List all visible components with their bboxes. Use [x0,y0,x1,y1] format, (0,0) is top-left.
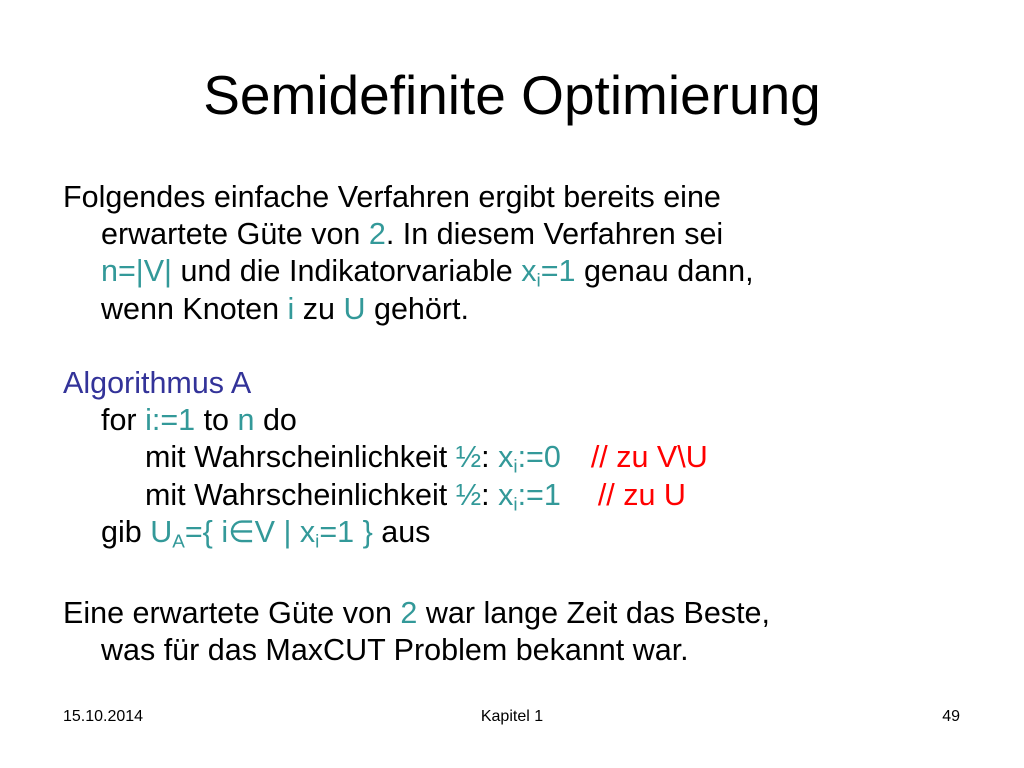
footer-chapter: Kapitel 1 [480,708,544,725]
algorithm-return-line [63,514,963,551]
footer-date: 15.10.2014 [63,708,144,725]
keyword-to: to [195,403,238,438]
keyword-do: do [254,403,297,438]
step-text: mit Wahrscheinlichkeit [145,477,456,512]
var-x: x [521,254,537,289]
intro-text: genau dann, [575,254,754,289]
var-value: :=0 [517,440,561,475]
node-i: i [287,291,295,326]
var-subscript: i [536,270,541,292]
conclusion-paragraph [63,595,983,669]
n-definition: n=|V| [101,254,172,289]
set-u: U [150,514,173,549]
algorithm-block [63,365,963,551]
footer-page-number: 49 [942,708,960,725]
assignment [498,440,561,478]
set-definition: =1 } [319,514,373,549]
intro-paragraph [63,179,963,328]
slide-title: Semidefinite Optimierung [203,64,821,126]
conclusion-line-1 [63,595,983,632]
comment: // zu V\U [590,440,708,475]
quality-value: 2 [368,217,386,252]
probability-value: ½ [455,440,482,475]
indicator-variable [521,254,576,292]
step-text: : [481,440,499,475]
algorithm-for-line [63,402,963,439]
intro-text: zu [294,291,344,326]
var-x: x [498,477,514,512]
algorithm-step-1 [63,439,963,476]
quality-value: 2 [400,596,418,630]
keyword-gib: gib [101,514,151,549]
set-u: U [343,291,366,326]
algorithm-step-2 [63,477,963,514]
intro-text: wenn Knoten [101,291,288,326]
algorithm-heading: Algorithmus A [63,366,252,400]
var-value: =1 [540,254,576,289]
intro-text: . In diesem Verfahren sei [385,217,724,252]
step-text: mit Wahrscheinlichkeit [145,440,456,475]
intro-text: gehört. [365,291,469,326]
intro-line-4 [63,291,963,328]
assignment [498,477,561,515]
loop-init: i:=1 [145,403,196,438]
keyword-for: for [101,403,146,438]
conclusion-text: war lange Zeit das Beste, [417,596,770,630]
set-subscript: A [172,531,185,553]
probability-value: ½ [455,477,482,512]
var-subscript: i [315,531,320,553]
keyword-aus: aus [372,514,431,549]
intro-text: und die Indikatorvariable [171,254,522,289]
var-x: x [498,440,514,475]
intro-text: Folgendes einfache Verfahren ergibt bereits eine [63,180,721,214]
intro-line-3 [63,253,963,290]
var-value: :=1 [517,477,561,512]
result-set [150,514,373,553]
comment: // zu U [597,477,686,512]
intro-line-1 [63,179,963,216]
conclusion-line-2: was für das MaxCUT Problem bekannt war. [101,633,689,668]
intro-text: erwartete Güte von [101,217,369,252]
step-text: : [481,477,499,512]
intro-line-2 [63,216,963,253]
var-subscript: i [513,493,518,515]
conclusion-text: Eine erwartete Güte von [63,596,401,630]
set-definition: ={ i∈V | x [184,514,316,549]
var-subscript: i [513,456,518,478]
loop-bound: n [237,403,255,438]
